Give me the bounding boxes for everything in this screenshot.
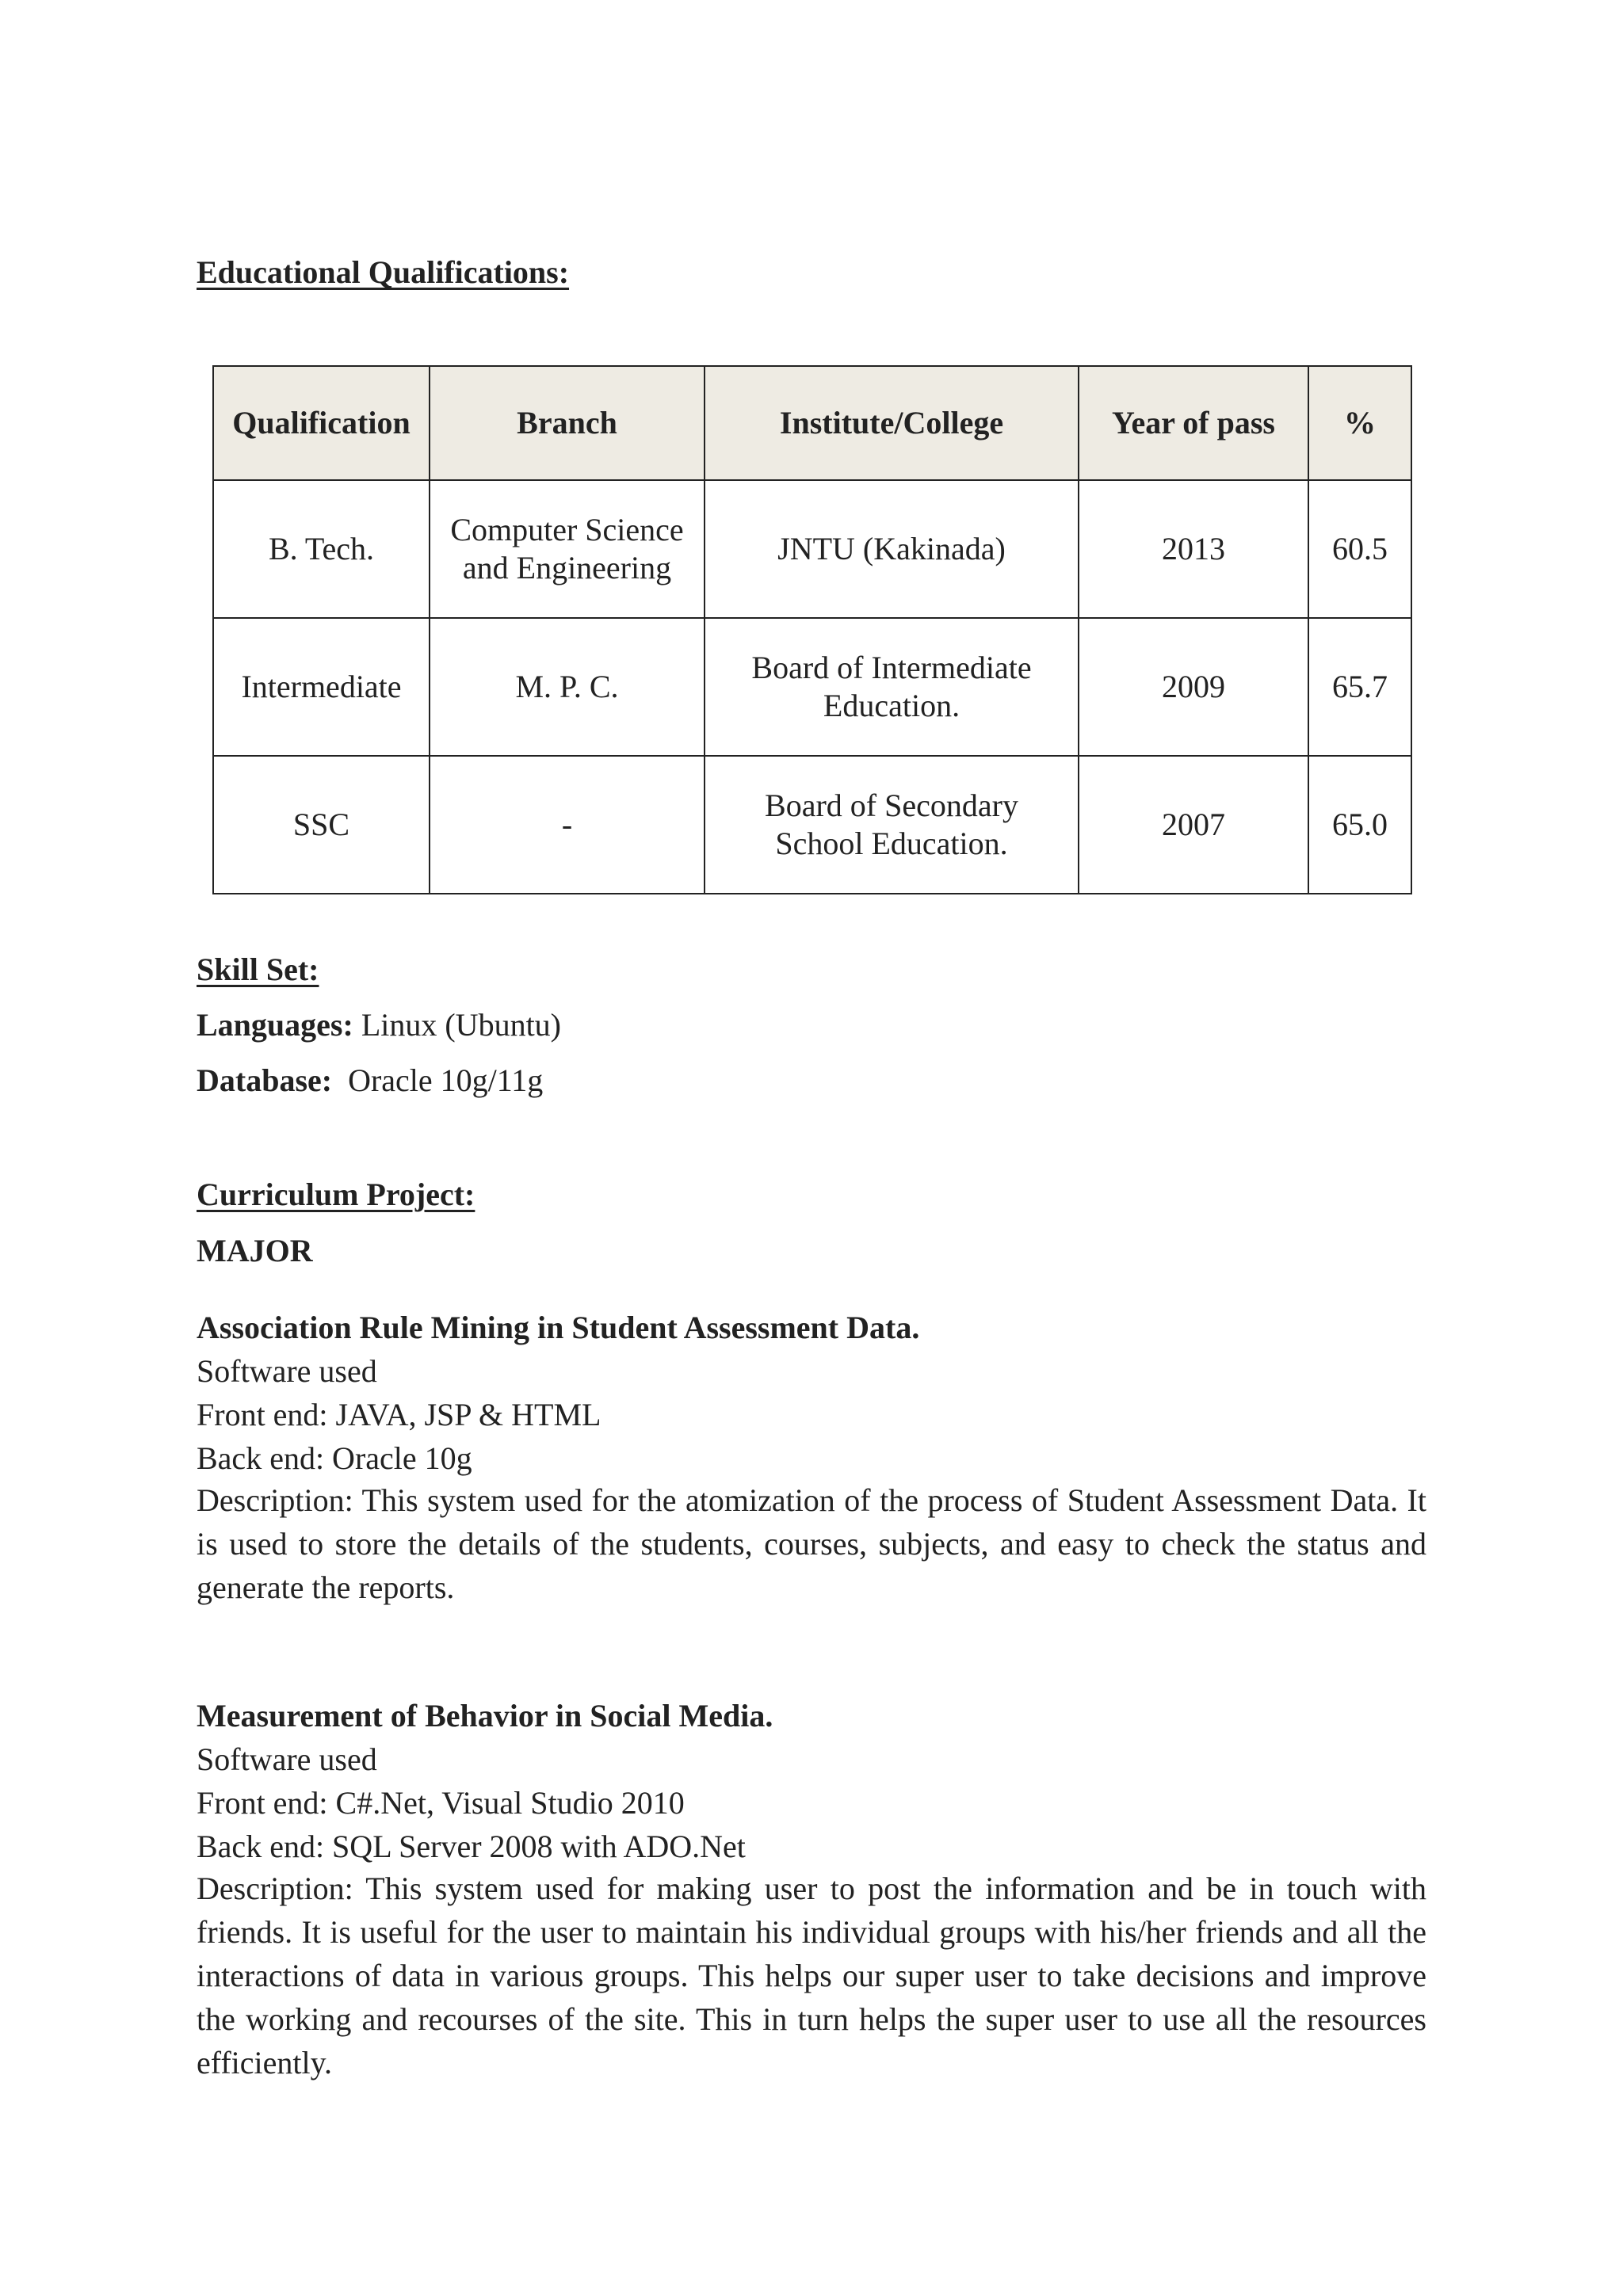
- project-back-end: Back end: SQL Server 2008 with ADO.Net: [197, 1829, 746, 1864]
- project-software-label: Software used: [197, 1353, 377, 1389]
- column-header-branch: Branch: [430, 366, 705, 480]
- table-cell: 2013: [1079, 480, 1308, 618]
- database-label: Database:: [197, 1062, 333, 1098]
- project-front-end: Front end: C#.Net, Visual Studio 2010: [197, 1785, 685, 1821]
- project-description: Description: This system used for making user to post the information and be in touch with friends. It is useful for the user to maintain his individual groups with his/her friends and all the interactions of data in various groups. This helps our super user to take decisions and improve the working and recourses of the site. This in turn helps the super user to use all the resources efficiently.: [197, 1871, 1426, 2081]
- table-cell: Intermediate: [213, 618, 430, 756]
- table-cell: 65.0: [1308, 756, 1411, 894]
- table-row: [213, 618, 1411, 756]
- curriculum-heading: Curriculum Project:: [197, 1177, 475, 1212]
- languages-value: Linux (Ubuntu): [361, 1007, 561, 1043]
- table-cell: JNTU (Kakinada): [705, 480, 1079, 618]
- languages-label: Languages:: [197, 1007, 353, 1043]
- column-header-year: Year of pass: [1079, 366, 1308, 480]
- table-cell: -: [430, 756, 705, 894]
- table-cell: 60.5: [1308, 480, 1411, 618]
- table-cell: Computer Science and Engineering: [430, 480, 705, 618]
- project-software-label: Software used: [197, 1741, 377, 1777]
- database-value: Oracle 10g/11g: [348, 1062, 544, 1098]
- table-row: [213, 756, 1411, 894]
- table-cell: Board of Intermediate Education.: [705, 618, 1079, 756]
- table-cell: 2009: [1079, 618, 1308, 756]
- project-front-end: Front end: JAVA, JSP & HTML: [197, 1397, 601, 1432]
- column-header-percent: %: [1308, 366, 1411, 480]
- project-title: Association Rule Mining in Student Assessment Data.: [197, 1310, 920, 1345]
- project-back-end: Back end: Oracle 10g: [197, 1440, 472, 1476]
- languages-line: [197, 1006, 561, 1044]
- table-cell: Board of Secondary School Education.: [705, 756, 1079, 894]
- education-table: [212, 365, 1412, 894]
- column-header-qualification: Qualification: [213, 366, 430, 480]
- table-cell: 65.7: [1308, 618, 1411, 756]
- table-cell: SSC: [213, 756, 430, 894]
- project-category: MAJOR: [197, 1233, 313, 1268]
- table-header-row: [213, 366, 1411, 480]
- table-cell: M. P. C.: [430, 618, 705, 756]
- database-line: [197, 1062, 543, 1100]
- table-row: [213, 480, 1411, 618]
- education-heading: Educational Qualifications:: [197, 254, 570, 290]
- table-cell: B. Tech.: [213, 480, 430, 618]
- skills-heading: Skill Set:: [197, 952, 319, 987]
- project-description: Description: This system used for the atomization of the process of Student Assessment Data. It is used to store the details of the students, courses, subjects, and easy to check the status and generate the reports.: [197, 1482, 1426, 1605]
- table-cell: 2007: [1079, 756, 1308, 894]
- column-header-institute: Institute/College: [705, 366, 1079, 480]
- project-title: Measurement of Behavior in Social Media.: [197, 1698, 773, 1733]
